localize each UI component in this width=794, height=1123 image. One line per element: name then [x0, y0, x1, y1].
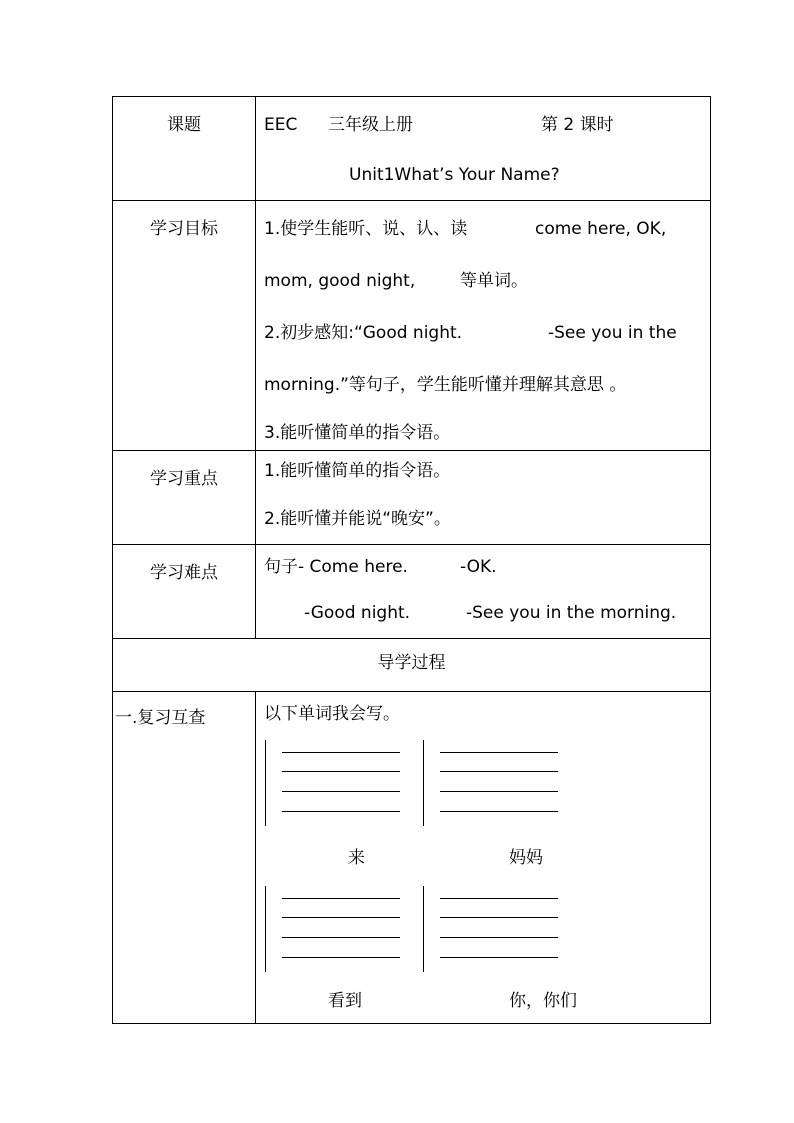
word-hint-come: 来 — [348, 848, 365, 868]
title-label: 课题 — [167, 115, 201, 135]
publisher: EEC — [264, 115, 298, 135]
process-heading-cell — [113, 639, 711, 692]
grade: 三年级上册 — [328, 115, 413, 135]
key-point-2: 2.能听懂并能说“晚安”。 — [264, 509, 451, 529]
goal-2-en: -See you in the — [548, 323, 677, 343]
review-label: 一.复习互查 — [115, 708, 206, 728]
diff-content-cell — [256, 545, 711, 639]
key-label-cell — [113, 451, 256, 545]
writing-box-3 — [265, 886, 402, 972]
row-title — [113, 97, 711, 201]
diff-sentence-1b: -OK. — [460, 557, 497, 577]
key-point-1: 1.能听懂简单的指令语。 — [264, 461, 451, 481]
unit-title: Unit1What’s Your Name? — [349, 165, 560, 185]
writing-box-4 — [423, 886, 560, 972]
word-hint-mom: 妈妈 — [509, 848, 543, 868]
row-key-points — [113, 451, 711, 545]
diff-sentence-1a: 句子- Come here. — [264, 557, 408, 577]
row-review — [113, 692, 711, 1024]
word-hint-see: 看到 — [328, 991, 362, 1011]
process-heading: 导学过程 — [377, 653, 446, 673]
diff-sentence-2b: -See you in the morning. — [466, 603, 677, 623]
key-content-cell — [256, 451, 711, 545]
diff-sentence-2a: -Good night. — [304, 603, 411, 623]
goals-label-cell — [113, 201, 256, 451]
goal-1-cn: 1.使学生能听、说、认、读 — [264, 219, 468, 239]
lesson-number: 第 2 课时 — [541, 115, 614, 135]
row-process — [113, 639, 711, 692]
review-content-cell — [256, 692, 711, 1024]
goal-1-suffix: 等单词。 — [460, 271, 528, 291]
goal-1-en: come here, OK, — [535, 219, 667, 239]
row-difficulty — [113, 545, 711, 639]
title-content-cell — [256, 97, 711, 201]
word-hint-you: 你，你们 — [509, 991, 577, 1011]
goal-2-cont: morning.”等句子，学生能听懂并理解其意思 。 — [264, 375, 627, 395]
title-label-cell — [113, 97, 256, 201]
key-label: 学习重点 — [150, 469, 218, 489]
review-label-cell — [113, 692, 256, 1024]
goals-content-cell — [256, 201, 711, 451]
writing-box-1 — [265, 740, 402, 826]
row-goals — [113, 201, 711, 451]
diff-label: 学习难点 — [150, 563, 218, 583]
writing-box-2 — [423, 740, 560, 826]
goal-2-cn: 2.初步感知:“Good night. — [264, 323, 463, 343]
diff-label-cell — [113, 545, 256, 639]
goal-1-words: mom, good night, — [264, 271, 416, 291]
goals-label: 学习目标 — [150, 219, 218, 239]
review-intro: 以下单词我会写。 — [264, 704, 400, 724]
lesson-plan-table — [112, 96, 711, 1024]
goal-3: 3.能听懂简单的指令语。 — [264, 423, 451, 443]
